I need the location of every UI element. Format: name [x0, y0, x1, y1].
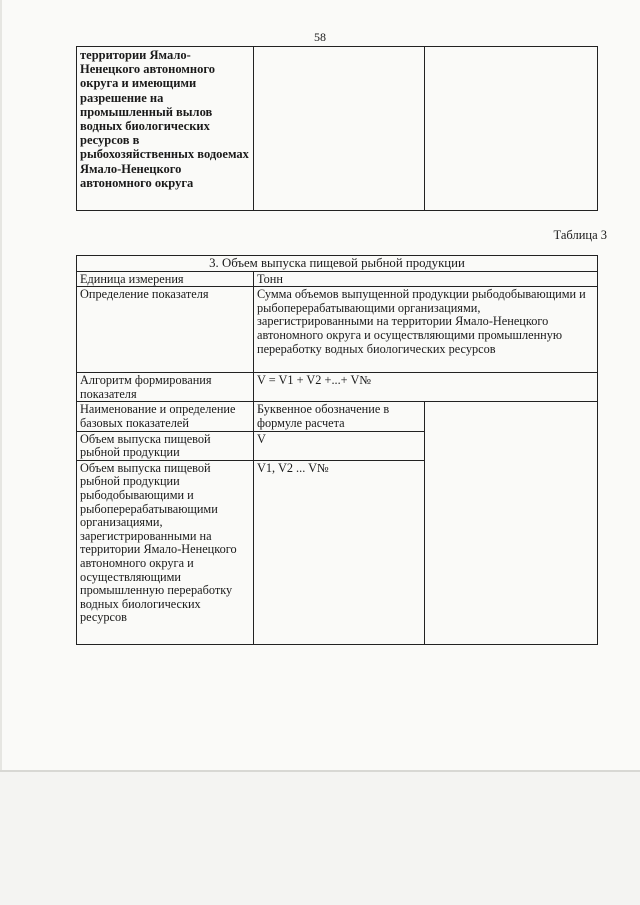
- indicator-table: [76, 255, 598, 645]
- scan-edge-left: [0, 0, 2, 770]
- table-row: [77, 373, 598, 402]
- row-value-algorithm: V = V1 + V2 +...+ V№: [254, 373, 598, 402]
- scan-edge-bottom: [0, 770, 640, 772]
- table-row: [77, 47, 598, 211]
- continuation-table: [76, 46, 598, 211]
- row-label-org: Объем выпуска пищевой рыбной продукции рыбодобывающими и рыбоперерабатывающими организациями, зарегистрированными на территории Ямало-Ненецкого автономного округа и осуществляющими промышленную переработку водных биологических ресурсов: [77, 460, 254, 644]
- table-title: 3. Объем выпуска пищевой рыбной продукции: [77, 256, 598, 272]
- row-label-volume: Объем выпуска пищевой рыбной продукции: [77, 431, 254, 460]
- row-value-base: Буквенное обозначение в формуле расчета: [254, 402, 425, 431]
- table-title-row: [77, 256, 598, 272]
- table-caption: Таблица 3: [553, 228, 607, 242]
- row-label-base: Наименование и определение базовых показателей: [77, 402, 254, 431]
- row-value-volume: V: [254, 431, 425, 460]
- table-cell: территории Ямало-Ненецкого автономного округа и имеющими разрешение на промышленный вылов водных биологических ресурсов в рыбохозяйственных водоемах Ямало-Ненецкого автономного округа: [77, 47, 254, 211]
- row-value-definition: Сумма объемов выпущенной продукции рыбодобывающими и рыбоперерабатывающими организациями, зарегистрированными на территории Ямало-Ненецкого автономного округа и осуществляющими промышленную переработку водных биологических ресурсов: [254, 287, 598, 373]
- page-number: 58: [314, 30, 326, 44]
- table-cell-empty: [425, 47, 598, 211]
- table-cell-empty: [254, 47, 425, 211]
- row-label-algorithm: Алгоритм формирования показателя: [77, 373, 254, 402]
- table-cell-empty: [425, 402, 598, 644]
- table-row: [77, 402, 598, 431]
- table-row: [77, 271, 598, 287]
- row-value-unit: Тонн: [254, 271, 598, 287]
- row-label-definition: Определение показателя: [77, 287, 254, 373]
- table-row: [77, 287, 598, 373]
- row-label-unit: Единица измерения: [77, 271, 254, 287]
- row-value-org: V1, V2 ... V№: [254, 460, 425, 644]
